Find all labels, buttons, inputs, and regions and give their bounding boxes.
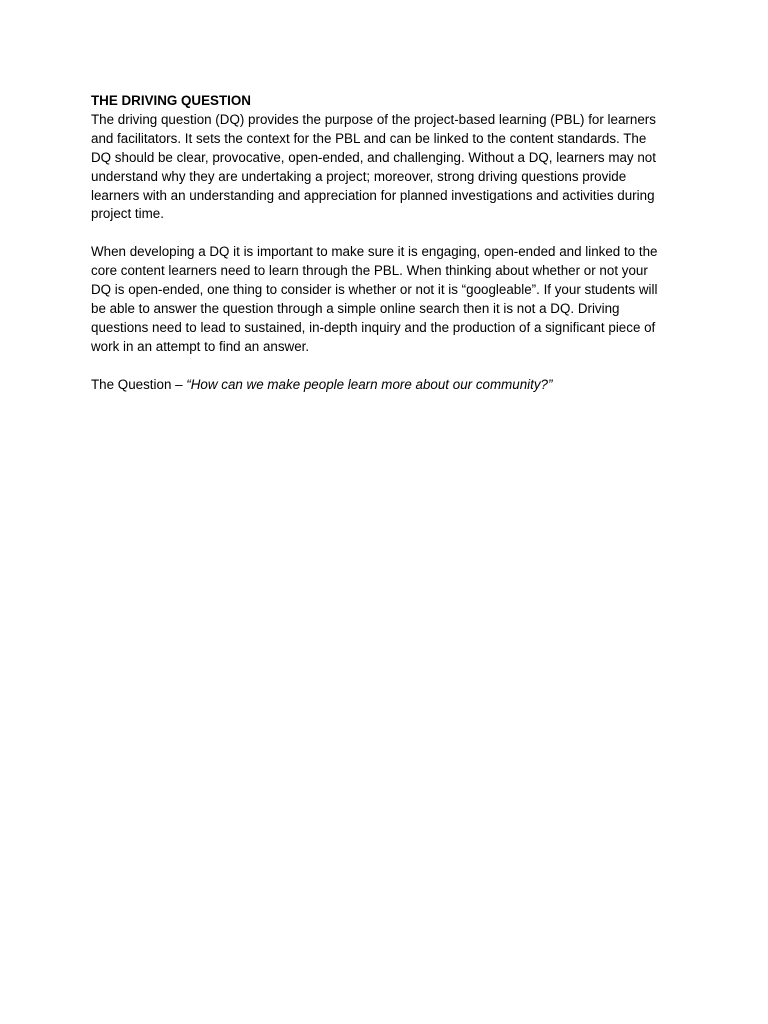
question-text: “How can we make people learn more about our community?” bbox=[186, 376, 553, 392]
question-label: The Question – bbox=[91, 376, 187, 392]
paragraph-spacer bbox=[91, 224, 691, 243]
driving-question-line bbox=[91, 376, 691, 395]
paragraph-spacer bbox=[91, 357, 691, 376]
section-heading: THE DRIVING QUESTION bbox=[91, 93, 251, 108]
intro-paragraph: The driving question (DQ) provides the purpose of the project-based learning (PBL) for learners and facilitators. It sets the context for the PBL and can be linked to the content standards. The DQ should be clear, provocative, open-ended, and challenging. Without a DQ, learners may not understand why they are undertaking a project; moreover, strong driving questions provide learners with an understanding and appreciation for planned investigations and activities during project time. bbox=[91, 111, 656, 222]
document-page bbox=[91, 92, 691, 394]
guidance-paragraph: When developing a DQ it is important to make sure it is engaging, open-ended and linked to the core content learners need to learn through the PBL. When thinking about whether or not your DQ is open-ended, one thing to consider is whether or not it is “googleable”. If your students will be able to answer the question through a simple online search then it is not a DQ. Driving questions need to lead to sustained, in-depth inquiry and the production of a significant piece of work in an attempt to find an answer. bbox=[91, 244, 658, 354]
